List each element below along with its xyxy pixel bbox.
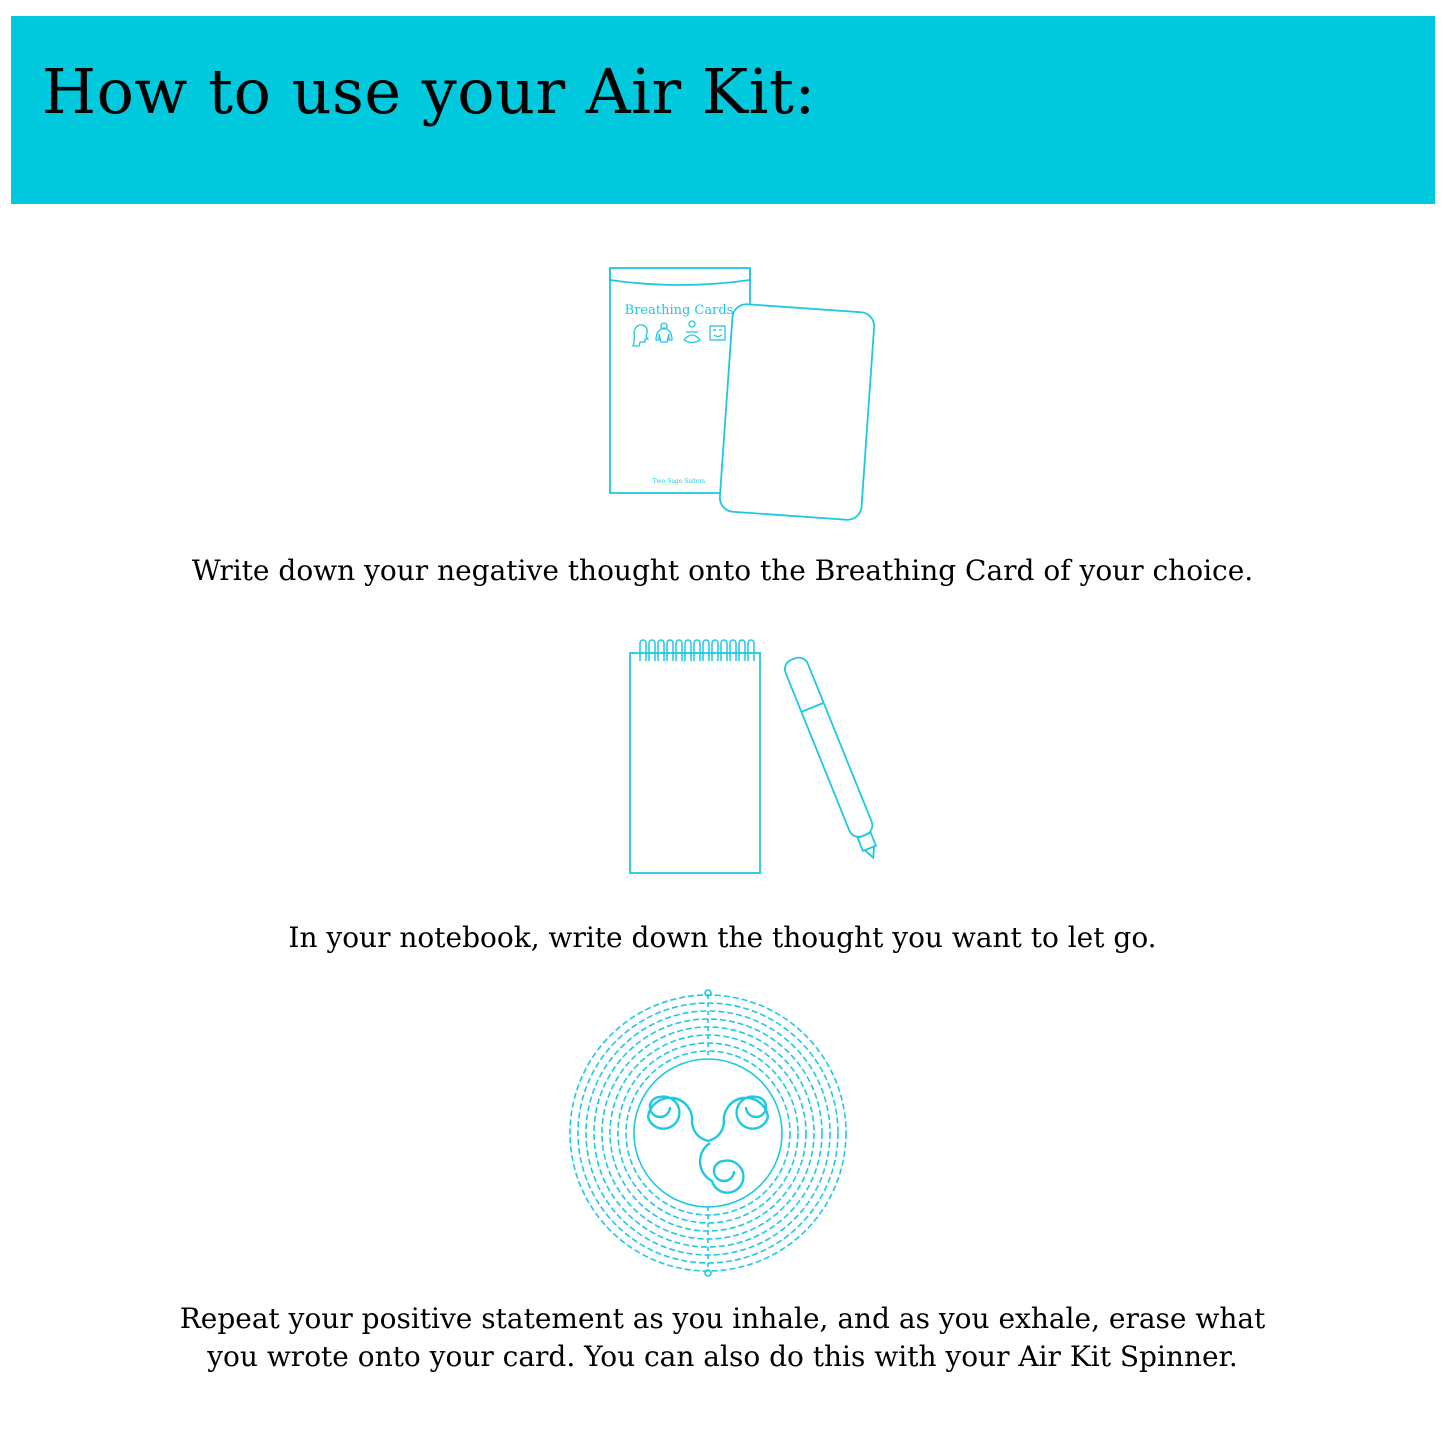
spiral-binding [640,640,754,661]
marker-icon [782,655,884,862]
air-kit-spinner-illustration [560,985,856,1281]
spinner-icon [570,990,846,1276]
notebook-and-marker-illustration [620,633,900,883]
blank-card-icon [719,303,875,520]
step-3-caption [0,1300,1445,1376]
envelope-title: Breathing Cards [624,303,734,318]
breathing-cards-illustration [600,262,880,527]
envelope-footer: Two Sage Sisters [652,478,706,485]
step-3-caption-line-1: Repeat your positive statement as you inhale, and as you exhale, erase what [179,1302,1266,1335]
breathing-icons [633,321,725,346]
triskelion-icon [648,1097,768,1193]
step-2-caption: In your notebook, write down the thought you want to let go. [288,921,1157,954]
step-3-caption-line-2: you wrote onto your card. You can also do this with your Air Kit Spinner. [207,1340,1238,1373]
step-1-caption: Write down your negative thought onto the Breathing Card of your choice. [191,554,1254,587]
notebook-icon [630,640,760,873]
page-title: How to use your Air Kit: [42,55,816,128]
